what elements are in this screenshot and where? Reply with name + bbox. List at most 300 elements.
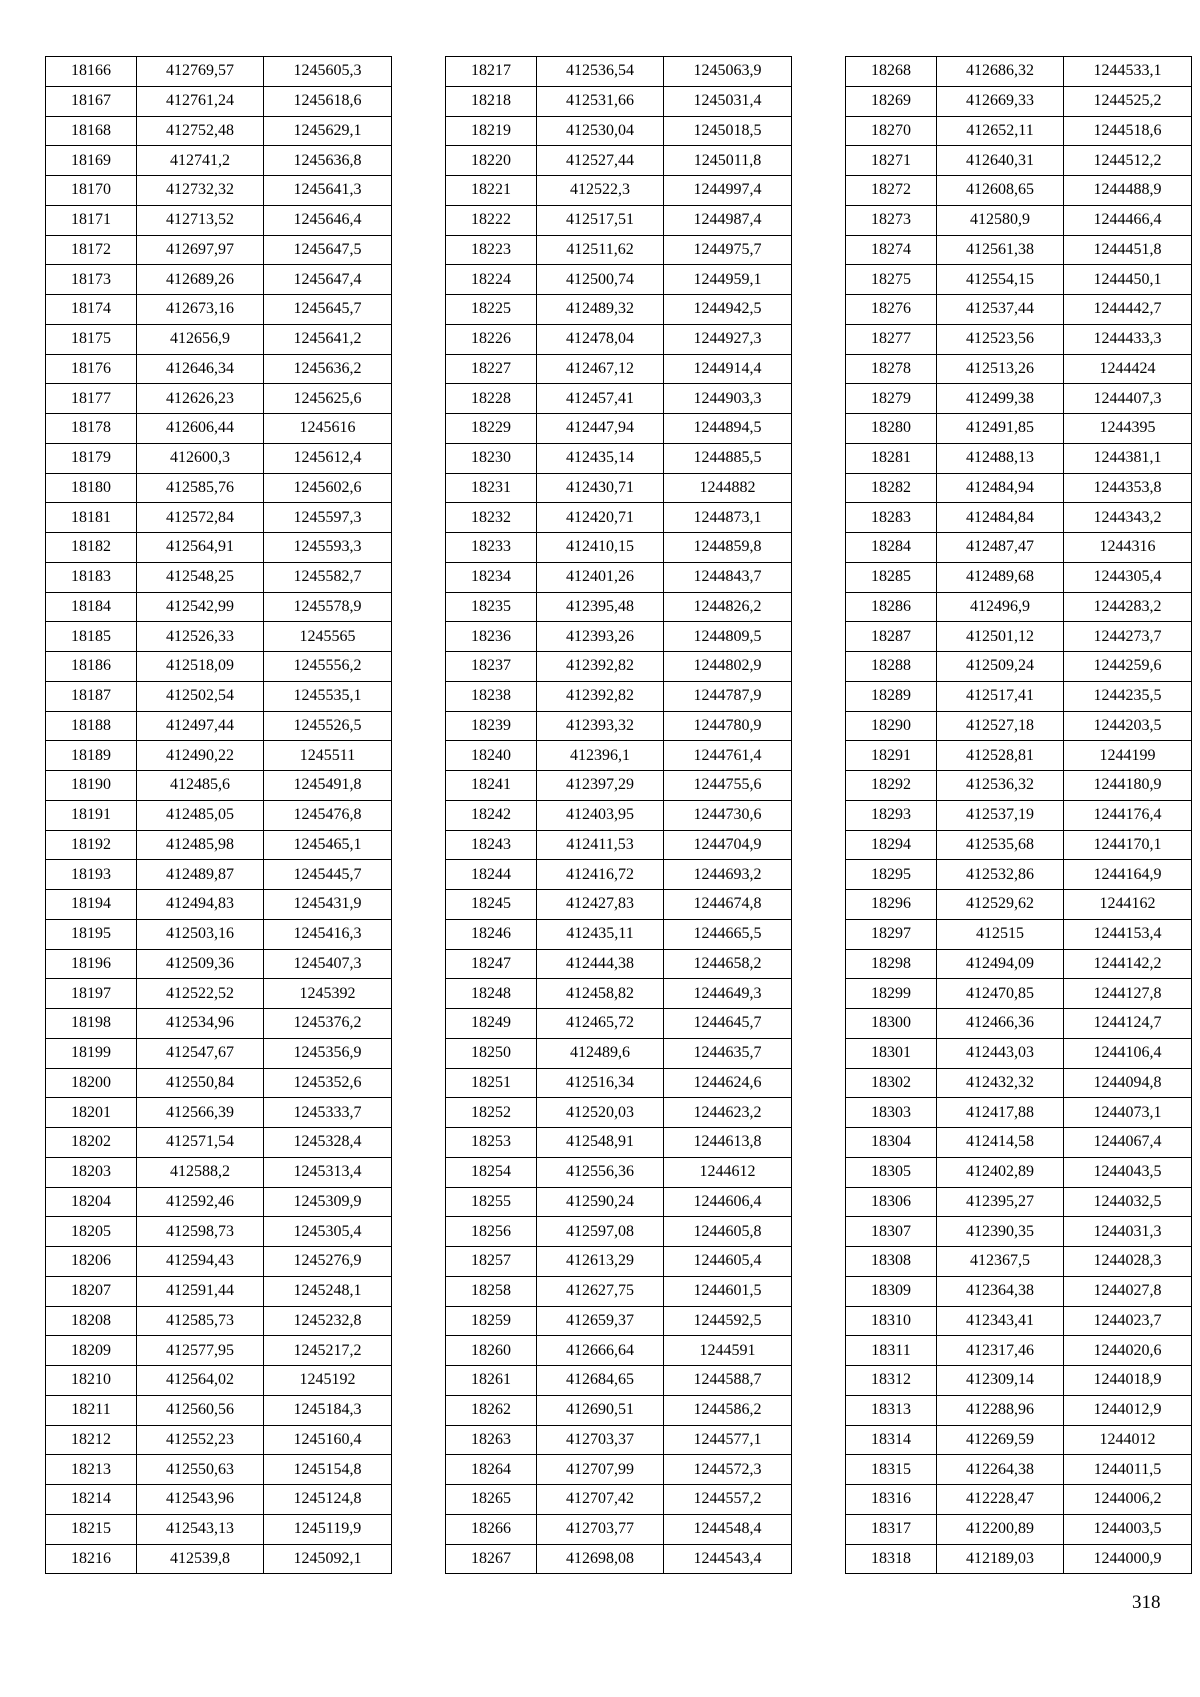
table-row — [846, 741, 1192, 771]
y-coordinate-cell: 1244023,7 — [1064, 1306, 1192, 1336]
table-row — [446, 1009, 792, 1039]
y-coordinate-cell: 1244000,9 — [1064, 1544, 1192, 1574]
point-number-cell: 18213 — [46, 1455, 137, 1485]
y-coordinate-cell: 1244343,2 — [1064, 503, 1192, 533]
point-number-cell: 18218 — [446, 86, 537, 116]
x-coordinate-cell: 412513,26 — [937, 354, 1064, 384]
y-coordinate-cell: 1244466,4 — [1064, 205, 1192, 235]
y-coordinate-cell: 1244106,4 — [1064, 1038, 1192, 1068]
x-coordinate-cell: 412561,38 — [937, 235, 1064, 265]
point-number-cell: 18318 — [846, 1544, 937, 1574]
table-row — [446, 384, 792, 414]
point-number-cell: 18276 — [846, 295, 937, 325]
point-number-cell: 18308 — [846, 1247, 937, 1277]
x-coordinate-cell: 412522,52 — [137, 979, 264, 1009]
y-coordinate-cell: 1245636,2 — [264, 354, 392, 384]
table-row — [46, 1544, 392, 1574]
x-coordinate-cell: 412640,31 — [937, 146, 1064, 176]
x-coordinate-cell: 412543,96 — [137, 1485, 264, 1515]
x-coordinate-cell: 412443,03 — [937, 1038, 1064, 1068]
point-number-cell: 18221 — [446, 176, 537, 206]
table-row — [846, 1068, 1192, 1098]
point-number-cell: 18295 — [846, 860, 937, 890]
x-coordinate-cell: 412416,72 — [537, 860, 664, 890]
y-coordinate-cell: 1245356,9 — [264, 1038, 392, 1068]
point-number-cell: 18235 — [446, 592, 537, 622]
x-coordinate-cell: 412488,13 — [937, 443, 1064, 473]
y-coordinate-cell: 1245305,4 — [264, 1217, 392, 1247]
x-coordinate-cell: 412499,38 — [937, 384, 1064, 414]
y-coordinate-cell: 1245217,2 — [264, 1336, 392, 1366]
table-row — [846, 384, 1192, 414]
point-number-cell: 18238 — [446, 681, 537, 711]
x-coordinate-cell: 412517,41 — [937, 681, 1064, 711]
table-row — [446, 57, 792, 87]
y-coordinate-cell: 1245641,2 — [264, 324, 392, 354]
x-coordinate-cell: 412467,12 — [537, 354, 664, 384]
x-coordinate-cell: 412598,73 — [137, 1217, 264, 1247]
x-coordinate-cell: 412752,48 — [137, 116, 264, 146]
point-number-cell: 18239 — [446, 711, 537, 741]
point-number-cell: 18231 — [446, 473, 537, 503]
y-coordinate-cell: 1245616 — [264, 414, 392, 444]
y-coordinate-cell: 1245192 — [264, 1366, 392, 1396]
point-number-cell: 18263 — [446, 1425, 537, 1455]
table-row — [446, 146, 792, 176]
point-number-cell: 18255 — [446, 1187, 537, 1217]
table-row — [446, 890, 792, 920]
table-row — [46, 860, 392, 890]
x-coordinate-cell: 412656,9 — [137, 324, 264, 354]
x-coordinate-cell: 412484,94 — [937, 473, 1064, 503]
y-coordinate-cell: 1244885,5 — [664, 443, 792, 473]
table-row — [46, 1157, 392, 1187]
x-coordinate-cell: 412494,83 — [137, 890, 264, 920]
table-row — [446, 1306, 792, 1336]
table-row — [846, 979, 1192, 1009]
table-row — [846, 295, 1192, 325]
x-coordinate-cell: 412537,44 — [937, 295, 1064, 325]
y-coordinate-cell: 1244442,7 — [1064, 295, 1192, 325]
point-number-cell: 18281 — [846, 443, 937, 473]
point-number-cell: 18170 — [46, 176, 137, 206]
x-coordinate-cell: 412626,23 — [137, 384, 264, 414]
table-row — [46, 1038, 392, 1068]
x-coordinate-cell: 412529,62 — [937, 890, 1064, 920]
x-coordinate-cell: 412509,24 — [937, 652, 1064, 682]
point-number-cell: 18185 — [46, 622, 137, 652]
y-coordinate-cell: 1245119,9 — [264, 1514, 392, 1544]
table-row — [46, 1395, 392, 1425]
y-coordinate-cell: 1245618,6 — [264, 86, 392, 116]
point-number-cell: 18175 — [46, 324, 137, 354]
point-number-cell: 18290 — [846, 711, 937, 741]
table-row — [46, 1336, 392, 1366]
table-row — [446, 1038, 792, 1068]
y-coordinate-cell: 1244032,5 — [1064, 1187, 1192, 1217]
x-coordinate-cell: 412401,26 — [537, 562, 664, 592]
x-coordinate-cell: 412269,59 — [937, 1425, 1064, 1455]
table-row — [46, 384, 392, 414]
x-coordinate-cell: 412485,6 — [137, 771, 264, 801]
point-number-cell: 18208 — [46, 1306, 137, 1336]
y-coordinate-cell: 1244649,3 — [664, 979, 792, 1009]
point-number-cell: 18223 — [446, 235, 537, 265]
point-number-cell: 18200 — [46, 1068, 137, 1098]
point-number-cell: 18260 — [446, 1336, 537, 1366]
point-number-cell: 18222 — [446, 205, 537, 235]
point-number-cell: 18300 — [846, 1009, 937, 1039]
x-coordinate-cell: 412684,65 — [537, 1366, 664, 1396]
table-row — [446, 1544, 792, 1574]
table-row — [46, 354, 392, 384]
x-coordinate-cell: 412518,09 — [137, 652, 264, 682]
table-row — [846, 176, 1192, 206]
table-row — [46, 830, 392, 860]
table-row — [46, 533, 392, 563]
x-coordinate-cell: 412364,38 — [937, 1276, 1064, 1306]
y-coordinate-cell: 1245376,2 — [264, 1009, 392, 1039]
y-coordinate-cell: 1244623,2 — [664, 1098, 792, 1128]
table-row — [46, 1366, 392, 1396]
table-row — [446, 1395, 792, 1425]
point-number-cell: 18267 — [446, 1544, 537, 1574]
page-number: 318 — [1132, 1592, 1161, 1613]
point-number-cell: 18285 — [846, 562, 937, 592]
y-coordinate-cell: 1245645,7 — [264, 295, 392, 325]
table-row — [846, 1514, 1192, 1544]
y-coordinate-cell: 1244012 — [1064, 1425, 1192, 1455]
y-coordinate-cell: 1244011,5 — [1064, 1455, 1192, 1485]
point-number-cell: 18253 — [446, 1128, 537, 1158]
y-coordinate-cell: 1244903,3 — [664, 384, 792, 414]
y-coordinate-cell: 1245431,9 — [264, 890, 392, 920]
y-coordinate-cell: 1244124,7 — [1064, 1009, 1192, 1039]
x-coordinate-cell: 412686,32 — [937, 57, 1064, 87]
table-row — [846, 1485, 1192, 1515]
point-number-cell: 18171 — [46, 205, 137, 235]
x-coordinate-cell: 412478,04 — [537, 324, 664, 354]
table-row — [46, 473, 392, 503]
y-coordinate-cell: 1244424 — [1064, 354, 1192, 384]
y-coordinate-cell: 1245328,4 — [264, 1128, 392, 1158]
y-coordinate-cell: 1245647,4 — [264, 265, 392, 295]
x-coordinate-cell: 412489,6 — [537, 1038, 664, 1068]
x-coordinate-cell: 412411,53 — [537, 830, 664, 860]
table-row — [846, 205, 1192, 235]
x-coordinate-cell: 412741,2 — [137, 146, 264, 176]
table-row — [846, 1009, 1192, 1039]
y-coordinate-cell: 1245407,3 — [264, 949, 392, 979]
y-coordinate-cell: 1244533,1 — [1064, 57, 1192, 87]
y-coordinate-cell: 1245582,7 — [264, 562, 392, 592]
table-row — [46, 890, 392, 920]
y-coordinate-cell: 1244153,4 — [1064, 919, 1192, 949]
x-coordinate-cell: 412417,88 — [937, 1098, 1064, 1128]
y-coordinate-cell: 1245154,8 — [264, 1455, 392, 1485]
table-row — [446, 860, 792, 890]
x-coordinate-cell: 412393,26 — [537, 622, 664, 652]
table-row — [846, 146, 1192, 176]
point-number-cell: 18197 — [46, 979, 137, 1009]
y-coordinate-cell: 1244273,7 — [1064, 622, 1192, 652]
point-number-cell: 18259 — [446, 1306, 537, 1336]
table-row — [46, 622, 392, 652]
point-number-cell: 18304 — [846, 1128, 937, 1158]
table-row — [446, 979, 792, 1009]
table-row — [46, 1128, 392, 1158]
x-coordinate-cell: 412543,13 — [137, 1514, 264, 1544]
y-coordinate-cell: 1244882 — [664, 473, 792, 503]
x-coordinate-cell: 412509,36 — [137, 949, 264, 979]
table-row — [46, 503, 392, 533]
x-coordinate-cell: 412552,23 — [137, 1425, 264, 1455]
coordinate-table-1 — [45, 56, 392, 1574]
table-row — [46, 1306, 392, 1336]
x-coordinate-cell: 412594,43 — [137, 1247, 264, 1277]
x-coordinate-cell: 412713,52 — [137, 205, 264, 235]
point-number-cell: 18184 — [46, 592, 137, 622]
point-number-cell: 18189 — [46, 741, 137, 771]
y-coordinate-cell: 1245445,7 — [264, 860, 392, 890]
point-number-cell: 18240 — [446, 741, 537, 771]
table-row — [46, 324, 392, 354]
y-coordinate-cell: 1244020,6 — [1064, 1336, 1192, 1366]
table-row — [446, 503, 792, 533]
y-coordinate-cell: 1245605,3 — [264, 57, 392, 87]
table-row — [846, 711, 1192, 741]
table-row — [846, 414, 1192, 444]
y-coordinate-cell: 1244259,6 — [1064, 652, 1192, 682]
table-row — [846, 860, 1192, 890]
y-coordinate-cell: 1244601,5 — [664, 1276, 792, 1306]
y-coordinate-cell: 1244203,5 — [1064, 711, 1192, 741]
point-number-cell: 18264 — [446, 1455, 537, 1485]
x-coordinate-cell: 412367,5 — [937, 1247, 1064, 1277]
y-coordinate-cell: 1244164,9 — [1064, 860, 1192, 890]
x-coordinate-cell: 412536,32 — [937, 771, 1064, 801]
y-coordinate-cell: 1244606,4 — [664, 1187, 792, 1217]
table-row — [46, 86, 392, 116]
point-number-cell: 18227 — [446, 354, 537, 384]
table-row — [846, 533, 1192, 563]
table-row — [446, 1425, 792, 1455]
x-coordinate-cell: 412427,83 — [537, 890, 664, 920]
x-coordinate-cell: 412534,96 — [137, 1009, 264, 1039]
table-row — [46, 176, 392, 206]
x-coordinate-cell: 412697,97 — [137, 235, 264, 265]
x-coordinate-cell: 412288,96 — [937, 1395, 1064, 1425]
x-coordinate-cell: 412564,02 — [137, 1366, 264, 1396]
point-number-cell: 18277 — [846, 324, 937, 354]
point-number-cell: 18234 — [446, 562, 537, 592]
point-number-cell: 18202 — [46, 1128, 137, 1158]
y-coordinate-cell: 1245309,9 — [264, 1187, 392, 1217]
table-row — [846, 354, 1192, 384]
y-coordinate-cell: 1245597,3 — [264, 503, 392, 533]
y-coordinate-cell: 1245526,5 — [264, 711, 392, 741]
x-coordinate-cell: 412435,11 — [537, 919, 664, 949]
y-coordinate-cell: 1244199 — [1064, 741, 1192, 771]
x-coordinate-cell: 412484,84 — [937, 503, 1064, 533]
x-coordinate-cell: 412613,29 — [537, 1247, 664, 1277]
x-coordinate-cell: 412523,56 — [937, 324, 1064, 354]
table-row — [46, 1514, 392, 1544]
table-row — [446, 1187, 792, 1217]
y-coordinate-cell: 1245641,3 — [264, 176, 392, 206]
point-number-cell: 18183 — [46, 562, 137, 592]
point-number-cell: 18173 — [46, 265, 137, 295]
x-coordinate-cell: 412577,95 — [137, 1336, 264, 1366]
point-number-cell: 18270 — [846, 116, 937, 146]
point-number-cell: 18311 — [846, 1336, 937, 1366]
table-row — [46, 1247, 392, 1277]
point-number-cell: 18299 — [846, 979, 937, 1009]
table-row — [46, 771, 392, 801]
table-row — [846, 562, 1192, 592]
y-coordinate-cell: 1244588,7 — [664, 1366, 792, 1396]
y-coordinate-cell: 1245416,3 — [264, 919, 392, 949]
point-number-cell: 18275 — [846, 265, 937, 295]
point-number-cell: 18174 — [46, 295, 137, 325]
x-coordinate-cell: 412264,38 — [937, 1455, 1064, 1485]
point-number-cell: 18191 — [46, 800, 137, 830]
table-row — [446, 1276, 792, 1306]
table-row — [46, 295, 392, 325]
table-row — [846, 1366, 1192, 1396]
y-coordinate-cell: 1244927,3 — [664, 324, 792, 354]
table-row — [446, 205, 792, 235]
y-coordinate-cell: 1244031,3 — [1064, 1217, 1192, 1247]
table-row — [446, 1366, 792, 1396]
x-coordinate-cell: 412548,91 — [537, 1128, 664, 1158]
x-coordinate-cell: 412520,03 — [537, 1098, 664, 1128]
y-coordinate-cell: 1244543,4 — [664, 1544, 792, 1574]
table-row — [46, 979, 392, 1009]
point-number-cell: 18247 — [446, 949, 537, 979]
x-coordinate-cell: 412410,15 — [537, 533, 664, 563]
y-coordinate-cell: 1244028,3 — [1064, 1247, 1192, 1277]
table-row — [846, 473, 1192, 503]
point-number-cell: 18313 — [846, 1395, 937, 1425]
x-coordinate-cell: 412497,44 — [137, 711, 264, 741]
y-coordinate-cell: 1244180,9 — [1064, 771, 1192, 801]
point-number-cell: 18167 — [46, 86, 137, 116]
table-row — [46, 235, 392, 265]
x-coordinate-cell: 412528,81 — [937, 741, 1064, 771]
x-coordinate-cell: 412536,54 — [537, 57, 664, 87]
x-coordinate-cell: 412539,8 — [137, 1544, 264, 1574]
y-coordinate-cell: 1244572,3 — [664, 1455, 792, 1485]
table-row — [46, 57, 392, 87]
y-coordinate-cell: 1244894,5 — [664, 414, 792, 444]
x-coordinate-cell: 412395,27 — [937, 1187, 1064, 1217]
coordinate-table-2 — [445, 56, 792, 1574]
table-row — [846, 1217, 1192, 1247]
y-coordinate-cell: 1245232,8 — [264, 1306, 392, 1336]
point-number-cell: 18284 — [846, 533, 937, 563]
point-number-cell: 18225 — [446, 295, 537, 325]
point-number-cell: 18181 — [46, 503, 137, 533]
point-number-cell: 18216 — [46, 1544, 137, 1574]
table-row — [46, 443, 392, 473]
point-number-cell: 18172 — [46, 235, 137, 265]
table-row — [846, 503, 1192, 533]
point-number-cell: 18217 — [446, 57, 537, 87]
x-coordinate-cell: 412600,3 — [137, 443, 264, 473]
table-row — [46, 919, 392, 949]
y-coordinate-cell: 1245124,8 — [264, 1485, 392, 1515]
y-coordinate-cell: 1244395 — [1064, 414, 1192, 444]
x-coordinate-cell: 412470,85 — [937, 979, 1064, 1009]
point-number-cell: 18279 — [846, 384, 937, 414]
table-row — [846, 1038, 1192, 1068]
x-coordinate-cell: 412535,68 — [937, 830, 1064, 860]
point-number-cell: 18314 — [846, 1425, 937, 1455]
point-number-cell: 18316 — [846, 1485, 937, 1515]
x-coordinate-cell: 412403,95 — [537, 800, 664, 830]
y-coordinate-cell: 1244658,2 — [664, 949, 792, 979]
point-number-cell: 18258 — [446, 1276, 537, 1306]
x-coordinate-cell: 412769,57 — [137, 57, 264, 87]
point-number-cell: 18241 — [446, 771, 537, 801]
y-coordinate-cell: 1244674,8 — [664, 890, 792, 920]
x-coordinate-cell: 412591,44 — [137, 1276, 264, 1306]
table-row — [446, 1455, 792, 1485]
y-coordinate-cell: 1245392 — [264, 979, 392, 1009]
x-coordinate-cell: 412542,99 — [137, 592, 264, 622]
y-coordinate-cell: 1244787,9 — [664, 681, 792, 711]
y-coordinate-cell: 1245313,4 — [264, 1157, 392, 1187]
table-row — [846, 1247, 1192, 1277]
x-coordinate-cell: 412502,54 — [137, 681, 264, 711]
table-row — [46, 1068, 392, 1098]
x-coordinate-cell: 412435,14 — [537, 443, 664, 473]
table-row — [46, 265, 392, 295]
point-number-cell: 18236 — [446, 622, 537, 652]
x-coordinate-cell: 412531,66 — [537, 86, 664, 116]
y-coordinate-cell: 1245465,1 — [264, 830, 392, 860]
y-coordinate-cell: 1244959,1 — [664, 265, 792, 295]
x-coordinate-cell: 412608,65 — [937, 176, 1064, 206]
y-coordinate-cell: 1244605,4 — [664, 1247, 792, 1277]
y-coordinate-cell: 1244142,2 — [1064, 949, 1192, 979]
point-number-cell: 18188 — [46, 711, 137, 741]
x-coordinate-cell: 412392,82 — [537, 652, 664, 682]
table-row — [446, 1128, 792, 1158]
table-row — [846, 1187, 1192, 1217]
x-coordinate-cell: 412395,48 — [537, 592, 664, 622]
y-coordinate-cell: 1245535,1 — [264, 681, 392, 711]
table-row — [446, 235, 792, 265]
table-row — [446, 354, 792, 384]
y-coordinate-cell: 1245511 — [264, 741, 392, 771]
point-number-cell: 18243 — [446, 830, 537, 860]
point-number-cell: 18293 — [846, 800, 937, 830]
y-coordinate-cell: 1244283,2 — [1064, 592, 1192, 622]
point-number-cell: 18211 — [46, 1395, 137, 1425]
y-coordinate-cell: 1244094,8 — [1064, 1068, 1192, 1098]
x-coordinate-cell: 412490,22 — [137, 741, 264, 771]
y-coordinate-cell: 1244176,4 — [1064, 800, 1192, 830]
point-number-cell: 18301 — [846, 1038, 937, 1068]
point-number-cell: 18194 — [46, 890, 137, 920]
y-coordinate-cell: 1244170,1 — [1064, 830, 1192, 860]
y-coordinate-cell: 1244305,4 — [1064, 562, 1192, 592]
x-coordinate-cell: 412669,33 — [937, 86, 1064, 116]
table-row — [846, 1276, 1192, 1306]
table-row — [446, 1336, 792, 1366]
